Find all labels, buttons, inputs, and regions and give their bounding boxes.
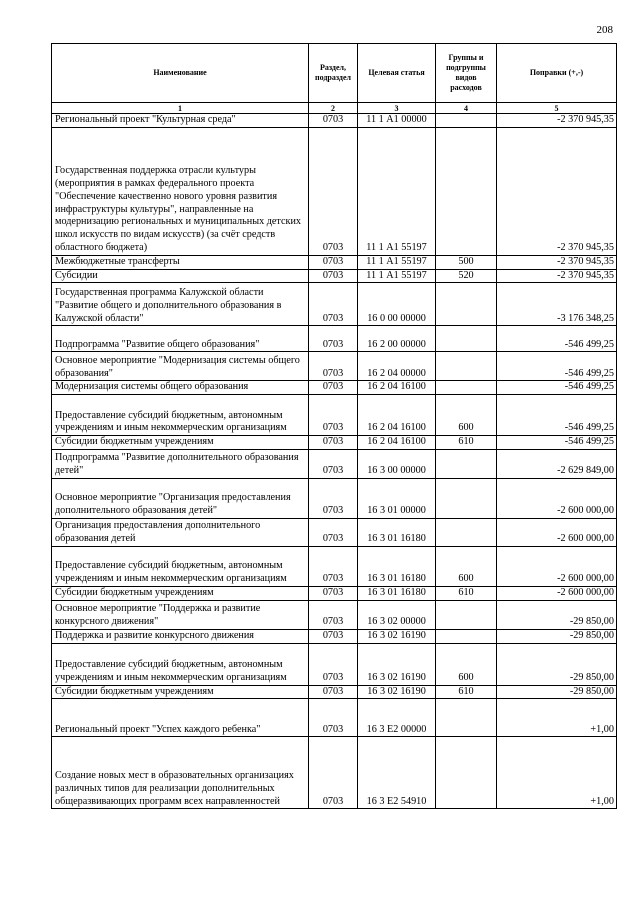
row-article: 16 3 01 16180 bbox=[358, 546, 436, 586]
row-article: 16 3 Е2 00000 bbox=[358, 699, 436, 737]
row-name: Организация предоставления дополнительного образования детей bbox=[52, 518, 309, 546]
row-section: 0703 bbox=[309, 518, 358, 546]
row-amount: -546 499,25 bbox=[497, 326, 617, 352]
row-article: 11 1 А1 55197 bbox=[358, 127, 436, 255]
header-group: Группы и подгруппы видов расходов bbox=[436, 44, 497, 103]
row-name: Подпрограмма "Развитие дополнительного образования детей" bbox=[52, 449, 309, 478]
row-amount: -546 499,25 bbox=[497, 352, 617, 381]
row-group bbox=[436, 127, 497, 255]
row-group: 520 bbox=[436, 269, 497, 283]
row-article: 11 1 А1 55197 bbox=[358, 269, 436, 283]
row-name: Основное мероприятие "Модернизация системы общего образования" bbox=[52, 352, 309, 381]
row-section: 0703 bbox=[309, 600, 358, 629]
table-row bbox=[52, 395, 617, 436]
row-section: 0703 bbox=[309, 255, 358, 269]
row-article: 16 2 04 16100 bbox=[358, 436, 436, 450]
table-row bbox=[52, 699, 617, 737]
header-amount: Поправки (+,-) bbox=[497, 44, 617, 103]
row-amount: -546 499,25 bbox=[497, 436, 617, 450]
table-row bbox=[52, 352, 617, 381]
row-amount: -29 850,00 bbox=[497, 600, 617, 629]
row-amount: -2 600 000,00 bbox=[497, 518, 617, 546]
table-row bbox=[52, 127, 617, 255]
table-row bbox=[52, 283, 617, 326]
row-group: 600 bbox=[436, 643, 497, 685]
row-name: Государственная поддержка отрасли культуры (мероприятия в рамках федерального проекта "Обеспечение качественно нового уровня развития инфраструктуры культуры", направленные на модернизацию региональных и муниципальных детских школ искусств по видам искусств) (за счёт средств областного бюджета) bbox=[52, 127, 309, 255]
row-section: 0703 bbox=[309, 381, 358, 395]
row-group bbox=[436, 352, 497, 381]
table-row bbox=[52, 255, 617, 269]
row-name: Региональный проект "Успех каждого ребенка" bbox=[52, 699, 309, 737]
row-group bbox=[436, 518, 497, 546]
row-group bbox=[436, 600, 497, 629]
row-amount: -2 370 945,35 bbox=[497, 127, 617, 255]
row-section: 0703 bbox=[309, 114, 358, 128]
row-group bbox=[436, 699, 497, 737]
row-name: Модернизация системы общего образования bbox=[52, 381, 309, 395]
colnum-5: 5 bbox=[497, 103, 617, 114]
table-row bbox=[52, 269, 617, 283]
row-article: 16 2 04 16100 bbox=[358, 381, 436, 395]
table-row bbox=[52, 449, 617, 478]
row-article: 16 3 00 00000 bbox=[358, 449, 436, 478]
header-article: Целевая статья bbox=[358, 44, 436, 103]
row-group bbox=[436, 326, 497, 352]
row-article: 16 3 02 00000 bbox=[358, 600, 436, 629]
row-group bbox=[436, 737, 497, 809]
row-article: 16 3 02 16190 bbox=[358, 643, 436, 685]
row-amount: -2 629 849,00 bbox=[497, 449, 617, 478]
row-article: 16 2 00 00000 bbox=[358, 326, 436, 352]
row-article: 11 1 А1 55197 bbox=[358, 255, 436, 269]
row-name: Региональный проект "Культурная среда" bbox=[52, 114, 309, 128]
row-name: Субсидии бюджетным учреждениям bbox=[52, 436, 309, 450]
row-name: Предоставление субсидий бюджетным, автономным учреждениям и иным некоммерческим организациям bbox=[52, 643, 309, 685]
row-section: 0703 bbox=[309, 395, 358, 436]
page-number: 208 bbox=[596, 24, 613, 36]
table-row bbox=[52, 586, 617, 600]
row-amount: -2 370 945,35 bbox=[497, 114, 617, 128]
colnum-3: 3 bbox=[358, 103, 436, 114]
colnum-1: 1 bbox=[52, 103, 309, 114]
row-article: 16 3 Е2 54910 bbox=[358, 737, 436, 809]
row-name: Межбюджетные трансферты bbox=[52, 255, 309, 269]
row-amount: -2 600 000,00 bbox=[497, 478, 617, 518]
row-name: Предоставление субсидий бюджетным, автономным учреждениям и иным некоммерческим организациям bbox=[52, 395, 309, 436]
table-row bbox=[52, 381, 617, 395]
row-name: Предоставление субсидий бюджетным, автономным учреждениям и иным некоммерческим организациям bbox=[52, 546, 309, 586]
row-section: 0703 bbox=[309, 283, 358, 326]
budget-table bbox=[51, 43, 617, 809]
row-amount: -29 850,00 bbox=[497, 643, 617, 685]
row-article: 11 1 А1 00000 bbox=[358, 114, 436, 128]
row-section: 0703 bbox=[309, 127, 358, 255]
row-group: 500 bbox=[436, 255, 497, 269]
row-article: 16 3 01 16180 bbox=[358, 586, 436, 600]
table-row bbox=[52, 436, 617, 450]
row-amount: -29 850,00 bbox=[497, 685, 617, 699]
row-article: 16 0 00 00000 bbox=[358, 283, 436, 326]
row-section: 0703 bbox=[309, 352, 358, 381]
row-section: 0703 bbox=[309, 737, 358, 809]
table-row bbox=[52, 114, 617, 128]
row-article: 16 3 01 16180 bbox=[358, 518, 436, 546]
row-group bbox=[436, 114, 497, 128]
row-amount: -3 176 348,25 bbox=[497, 283, 617, 326]
row-article: 16 3 01 00000 bbox=[358, 478, 436, 518]
row-group bbox=[436, 629, 497, 643]
row-name: Основное мероприятие "Поддержка и развитие конкурсного движения" bbox=[52, 600, 309, 629]
row-section: 0703 bbox=[309, 629, 358, 643]
row-group: 610 bbox=[436, 436, 497, 450]
row-group bbox=[436, 449, 497, 478]
row-amount: -2 370 945,35 bbox=[497, 269, 617, 283]
row-amount: -29 850,00 bbox=[497, 629, 617, 643]
row-name: Создание новых мест в образовательных организациях различных типов для реализации дополнительных общеразвивающих программ всех направленностей bbox=[52, 737, 309, 809]
row-section: 0703 bbox=[309, 449, 358, 478]
header-name: Наименование bbox=[52, 44, 309, 103]
row-section: 0703 bbox=[309, 326, 358, 352]
row-section: 0703 bbox=[309, 478, 358, 518]
header-section: Раздел, подраздел bbox=[309, 44, 358, 103]
row-article: 16 3 02 16190 bbox=[358, 629, 436, 643]
row-article: 16 2 04 16100 bbox=[358, 395, 436, 436]
row-section: 0703 bbox=[309, 586, 358, 600]
table-row bbox=[52, 478, 617, 518]
row-group: 600 bbox=[436, 546, 497, 586]
row-amount: -546 499,25 bbox=[497, 381, 617, 395]
row-section: 0703 bbox=[309, 546, 358, 586]
row-name: Государственная программа Калужской области "Развитие общего и дополнительного образования в Калужской области" bbox=[52, 283, 309, 326]
row-amount: +1,00 bbox=[497, 699, 617, 737]
row-section: 0703 bbox=[309, 436, 358, 450]
table-row bbox=[52, 629, 617, 643]
row-group: 600 bbox=[436, 395, 497, 436]
row-article: 16 3 02 16190 bbox=[358, 685, 436, 699]
row-amount: -2 600 000,00 bbox=[497, 546, 617, 586]
table-row bbox=[52, 326, 617, 352]
table-row bbox=[52, 518, 617, 546]
table-row bbox=[52, 737, 617, 809]
row-section: 0703 bbox=[309, 269, 358, 283]
table-row bbox=[52, 600, 617, 629]
row-group bbox=[436, 381, 497, 395]
colnum-4: 4 bbox=[436, 103, 497, 114]
row-group: 610 bbox=[436, 685, 497, 699]
row-amount: -2 370 945,35 bbox=[497, 255, 617, 269]
row-section: 0703 bbox=[309, 685, 358, 699]
table-row bbox=[52, 685, 617, 699]
table-row bbox=[52, 643, 617, 685]
row-name: Подпрограмма "Развитие общего образования" bbox=[52, 326, 309, 352]
row-section: 0703 bbox=[309, 643, 358, 685]
table-row bbox=[52, 546, 617, 586]
row-section: 0703 bbox=[309, 699, 358, 737]
row-article: 16 2 04 00000 bbox=[358, 352, 436, 381]
row-amount: -2 600 000,00 bbox=[497, 586, 617, 600]
row-name: Субсидии бюджетным учреждениям bbox=[52, 586, 309, 600]
row-amount: -546 499,25 bbox=[497, 395, 617, 436]
row-name: Поддержка и развитие конкурсного движения bbox=[52, 629, 309, 643]
row-name: Основное мероприятие "Организация предоставления дополнительного образования детей" bbox=[52, 478, 309, 518]
row-group: 610 bbox=[436, 586, 497, 600]
row-name: Субсидии bbox=[52, 269, 309, 283]
row-group bbox=[436, 283, 497, 326]
colnum-2: 2 bbox=[309, 103, 358, 114]
row-group bbox=[436, 478, 497, 518]
row-name: Субсидии бюджетным учреждениям bbox=[52, 685, 309, 699]
row-amount: +1,00 bbox=[497, 737, 617, 809]
